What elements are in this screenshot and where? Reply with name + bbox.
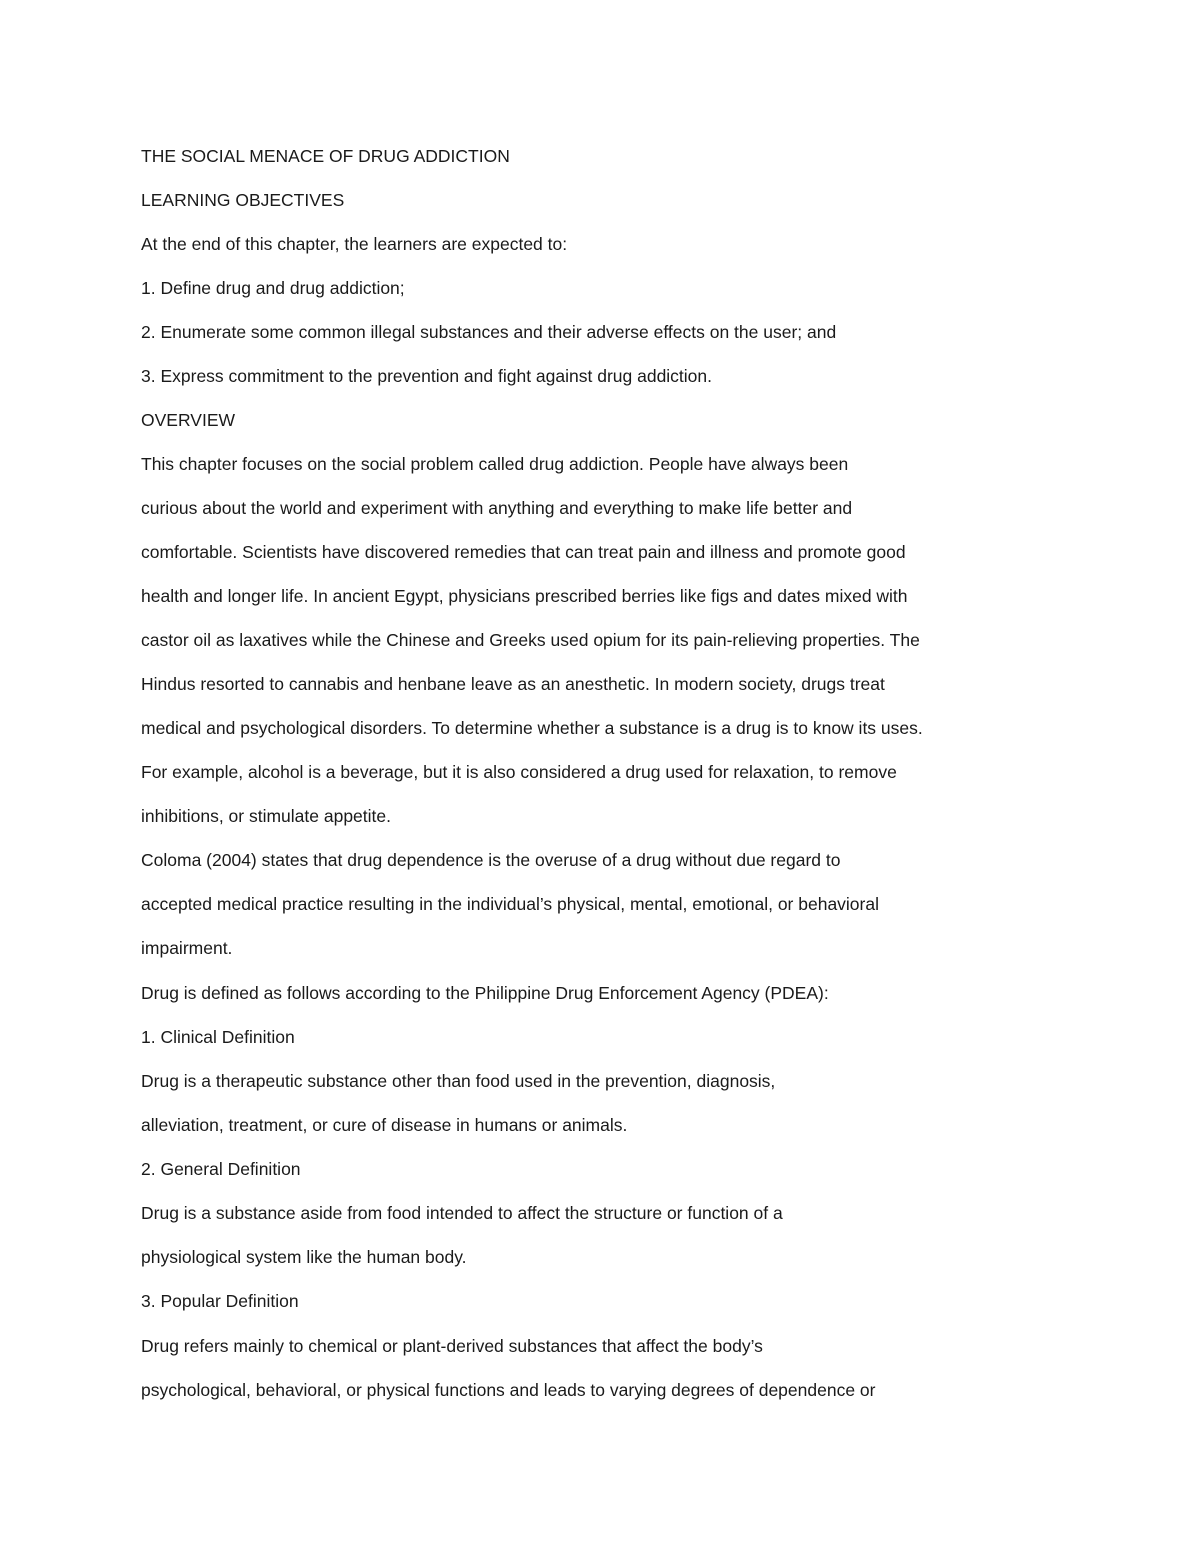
objective-item: 1. Define drug and drug addiction; [141, 278, 405, 298]
overview-line: This chapter focuses on the social problem called drug addiction. People have always been [141, 454, 849, 474]
overview-line: For example, alcohol is a beverage, but it is also considered a drug used for relaxation, to remove [141, 762, 897, 782]
definition-line: Drug refers mainly to chemical or plant-derived substances that affect the body’s [141, 1336, 763, 1356]
objective-item: 2. Enumerate some common illegal substances and their adverse effects on the user; and [141, 322, 837, 342]
definition-heading-general: 2. General Definition [141, 1159, 301, 1179]
objectives-heading: LEARNING OBJECTIVES [141, 190, 345, 210]
overview-line: castor oil as laxatives while the Chinese and Greeks used opium for its pain-relieving properties. The [141, 630, 920, 650]
definition-line: psychological, behavioral, or physical functions and leads to varying degrees of dependence or [141, 1380, 876, 1400]
pdea-intro: Drug is defined as follows according to the Philippine Drug Enforcement Agency (PDEA): [141, 983, 829, 1003]
overview-line: inhibitions, or stimulate appetite. [141, 806, 391, 826]
objectives-intro: At the end of this chapter, the learners are expected to: [141, 234, 568, 254]
definition-line: Drug is a therapeutic substance other than food used in the prevention, diagnosis, [141, 1071, 776, 1091]
overview-heading: OVERVIEW [141, 410, 236, 430]
definition-heading-clinical: 1. Clinical Definition [141, 1027, 295, 1047]
coloma-line: accepted medical practice resulting in the individual’s physical, mental, emotional, or behavioral [141, 894, 879, 914]
overview-line: medical and psychological disorders. To determine whether a substance is a drug is to know its uses. [141, 718, 923, 738]
overview-line: Hindus resorted to cannabis and henbane leave as an anesthetic. In modern society, drugs treat [141, 674, 885, 694]
coloma-line: impairment. [141, 938, 233, 958]
overview-line: health and longer life. In ancient Egypt, physicians prescribed berries like figs and dates mixed with [141, 586, 908, 606]
definition-heading-popular: 3. Popular Definition [141, 1291, 299, 1311]
definition-line: alleviation, treatment, or cure of disease in humans or animals. [141, 1115, 628, 1135]
definition-line: physiological system like the human body. [141, 1247, 467, 1267]
overview-line: comfortable. Scientists have discovered remedies that can treat pain and illness and promote good [141, 542, 906, 562]
objective-item: 3. Express commitment to the prevention and fight against drug addiction. [141, 366, 713, 386]
overview-line: curious about the world and experiment with anything and everything to make life better and [141, 498, 853, 518]
document-title: THE SOCIAL MENACE OF DRUG ADDICTION [141, 146, 510, 166]
coloma-line: Coloma (2004) states that drug dependence is the overuse of a drug without due regard to [141, 850, 841, 870]
definition-line: Drug is a substance aside from food intended to affect the structure or function of a [141, 1203, 783, 1223]
